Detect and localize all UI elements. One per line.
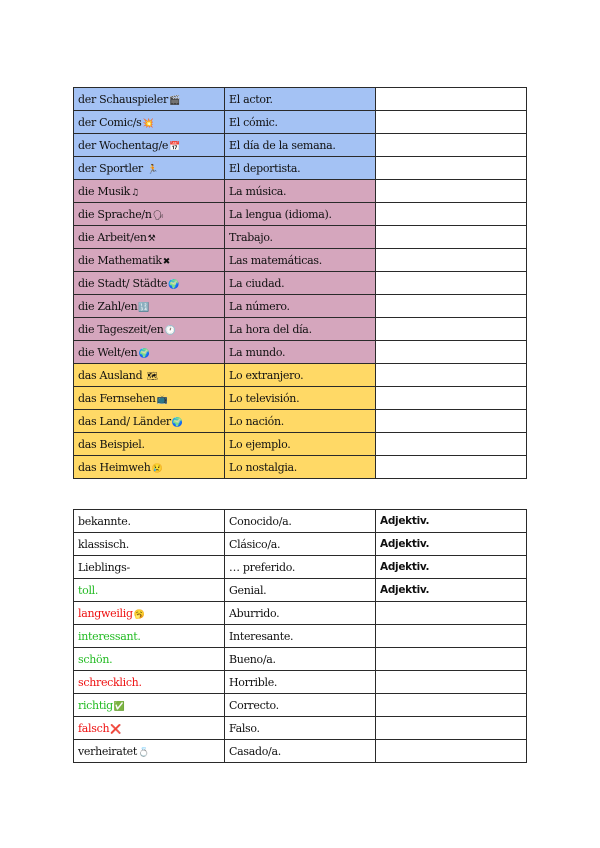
german-word-cell-text: das Land/ Länder xyxy=(78,414,171,428)
german-word-cell xyxy=(74,295,225,318)
spanish-translation-cell-text: Lo nostalgia. xyxy=(229,460,297,474)
word-type-cell xyxy=(376,625,527,648)
table-row xyxy=(74,740,527,763)
adjective-vocabulary-table xyxy=(73,509,527,763)
table-row xyxy=(74,318,527,341)
spanish-translation-cell-text: Trabajo. xyxy=(229,230,273,244)
german-word-cell-text: schön. xyxy=(78,652,113,666)
word-type-cell-text: Adjektiv. xyxy=(380,515,430,527)
spanish-translation-cell xyxy=(225,134,376,157)
empty-cell xyxy=(376,134,527,157)
german-word-cell-text: der Sportler xyxy=(78,161,147,175)
german-word-cell-text: langweilig xyxy=(78,606,133,620)
spanish-translation-cell xyxy=(225,272,376,295)
adjective-table-body xyxy=(74,510,527,763)
german-word-cell xyxy=(74,387,225,410)
german-word-cell xyxy=(74,556,225,579)
german-word-cell xyxy=(74,157,225,180)
german-word-cell xyxy=(74,410,225,433)
german-word-cell-text: das Ausland xyxy=(78,368,146,382)
table-row xyxy=(74,717,527,740)
table-row xyxy=(74,295,527,318)
word-type-cell xyxy=(376,717,527,740)
word-type-cell xyxy=(376,510,527,533)
spanish-translation-cell xyxy=(225,510,376,533)
german-word-cell-text: die Musik xyxy=(78,184,131,198)
spanish-translation-cell xyxy=(225,671,376,694)
empty-cell xyxy=(376,88,527,111)
empty-cell xyxy=(376,433,527,456)
spanish-translation-cell xyxy=(225,203,376,226)
noun-vocabulary-table xyxy=(73,87,527,479)
word-type-cell xyxy=(376,579,527,602)
word-type-cell xyxy=(376,533,527,556)
spanish-translation-cell-text: Horrible. xyxy=(229,675,278,689)
spanish-translation-cell xyxy=(225,341,376,364)
emoji-icon: 🗺 xyxy=(146,371,158,382)
spanish-translation-cell xyxy=(225,226,376,249)
spanish-translation-cell xyxy=(225,740,376,763)
word-type-cell xyxy=(376,602,527,625)
german-word-cell-text: richtig xyxy=(78,698,113,712)
german-word-cell xyxy=(74,648,225,671)
empty-cell xyxy=(376,180,527,203)
german-word-cell xyxy=(74,249,225,272)
table-row xyxy=(74,157,527,180)
german-word-cell-text: die Sprache/n xyxy=(78,207,152,221)
spanish-translation-cell-text: La lengua (idioma). xyxy=(229,207,332,221)
german-word-cell-text: Lieblings- xyxy=(78,560,130,574)
spanish-translation-cell xyxy=(225,533,376,556)
empty-cell xyxy=(376,203,527,226)
german-word-cell-text: der Comic/s xyxy=(78,115,142,129)
spanish-translation-cell-text: Correcto. xyxy=(229,698,279,712)
german-word-cell-text: verheiratet xyxy=(78,744,137,758)
spanish-translation-cell-text: La mundo. xyxy=(229,345,286,359)
emoji-icon: ✖ xyxy=(162,256,171,267)
emoji-icon: 📺 xyxy=(156,394,168,405)
german-word-cell xyxy=(74,226,225,249)
german-word-cell-text: die Welt/en xyxy=(78,345,138,359)
german-word-cell xyxy=(74,111,225,134)
spanish-translation-cell xyxy=(225,579,376,602)
spanish-translation-cell xyxy=(225,602,376,625)
table-row xyxy=(74,602,527,625)
spanish-translation-cell xyxy=(225,456,376,479)
table-row xyxy=(74,180,527,203)
table-row xyxy=(74,533,527,556)
spanish-translation-cell-text: Lo nación. xyxy=(229,414,284,428)
german-word-cell xyxy=(74,341,225,364)
table-row xyxy=(74,134,527,157)
table-row xyxy=(74,579,527,602)
word-type-cell xyxy=(376,556,527,579)
german-word-cell xyxy=(74,88,225,111)
empty-cell xyxy=(376,295,527,318)
german-word-cell-text: falsch xyxy=(78,721,110,735)
german-word-cell xyxy=(74,602,225,625)
spanish-translation-cell xyxy=(225,556,376,579)
table-row xyxy=(74,648,527,671)
empty-cell xyxy=(376,364,527,387)
german-word-cell xyxy=(74,510,225,533)
word-type-cell xyxy=(376,671,527,694)
spanish-translation-cell-text: Conocido/a. xyxy=(229,514,292,528)
german-word-cell-text: die Zahl/en xyxy=(78,299,138,313)
table-row xyxy=(74,456,527,479)
spanish-translation-cell-text: Casado/a. xyxy=(229,744,281,758)
emoji-icon: ❌ xyxy=(110,724,122,735)
spanish-translation-cell-text: El deportista. xyxy=(229,161,301,175)
emoji-icon: 🗣 xyxy=(152,210,164,221)
emoji-icon: 🥱 xyxy=(133,609,145,620)
emoji-icon: 💍 xyxy=(137,747,149,758)
spanish-translation-cell xyxy=(225,180,376,203)
spanish-translation-cell-text: Genial. xyxy=(229,583,267,597)
empty-cell xyxy=(376,410,527,433)
german-word-cell xyxy=(74,272,225,295)
spanish-translation-cell xyxy=(225,364,376,387)
table-row xyxy=(74,625,527,648)
empty-cell xyxy=(376,157,527,180)
spanish-translation-cell xyxy=(225,433,376,456)
spanish-translation-cell-text: La música. xyxy=(229,184,287,198)
german-word-cell-text: die Arbeit/en xyxy=(78,230,147,244)
german-word-cell xyxy=(74,203,225,226)
table-row xyxy=(74,694,527,717)
spanish-translation-cell xyxy=(225,111,376,134)
noun-table-body xyxy=(74,88,527,479)
spanish-translation-cell-text: La ciudad. xyxy=(229,276,285,290)
emoji-icon: 📅 xyxy=(169,141,180,152)
spanish-translation-cell xyxy=(225,694,376,717)
german-word-cell-text: der Wochentag/e xyxy=(78,138,169,152)
spanish-translation-cell xyxy=(225,249,376,272)
table-row xyxy=(74,111,527,134)
german-word-cell-text: die Mathematik xyxy=(78,253,162,267)
table-row xyxy=(74,510,527,533)
german-word-cell-text: das Fernsehen xyxy=(78,391,156,405)
german-word-cell xyxy=(74,579,225,602)
empty-cell xyxy=(376,341,527,364)
german-word-cell xyxy=(74,740,225,763)
emoji-icon: 🎬 xyxy=(168,95,180,106)
spanish-translation-cell xyxy=(225,410,376,433)
table-row xyxy=(74,203,527,226)
spanish-translation-cell xyxy=(225,625,376,648)
emoji-icon: 😢 xyxy=(151,463,163,474)
empty-cell xyxy=(376,456,527,479)
spanish-translation-cell-text: La número. xyxy=(229,299,290,313)
table-row xyxy=(74,341,527,364)
word-type-cell xyxy=(376,648,527,671)
german-word-cell-text: die Tageszeit/en xyxy=(78,322,164,336)
spanish-translation-cell-text: Las matemáticas. xyxy=(229,253,322,267)
spanish-translation-cell-text: Lo extranjero. xyxy=(229,368,304,382)
table-row xyxy=(74,88,527,111)
spanish-translation-cell-text: Clásico/a. xyxy=(229,537,281,551)
german-word-cell xyxy=(74,180,225,203)
word-type-cell xyxy=(376,694,527,717)
empty-cell xyxy=(376,387,527,410)
german-word-cell xyxy=(74,717,225,740)
emoji-icon: 🌍 xyxy=(168,279,180,290)
emoji-icon: 🌍 xyxy=(171,417,183,428)
german-word-cell xyxy=(74,625,225,648)
table-row xyxy=(74,433,527,456)
spanish-translation-cell-text: El actor. xyxy=(229,92,273,106)
spanish-translation-cell-text: Aburrido. xyxy=(229,606,280,620)
table-row xyxy=(74,364,527,387)
emoji-icon: ✅ xyxy=(113,701,125,712)
word-type-cell xyxy=(376,740,527,763)
german-word-cell-text: schrecklich. xyxy=(78,675,142,689)
spanish-translation-cell-text: La hora del día. xyxy=(229,322,312,336)
german-word-cell xyxy=(74,671,225,694)
word-type-cell-text: Adjektiv. xyxy=(380,538,430,550)
german-word-cell xyxy=(74,694,225,717)
german-word-cell-text: das Heimweh xyxy=(78,460,151,474)
german-word-cell xyxy=(74,533,225,556)
german-word-cell-text: die Stadt/ Städte xyxy=(78,276,168,290)
spanish-translation-cell xyxy=(225,295,376,318)
table-row xyxy=(74,410,527,433)
german-word-cell xyxy=(74,433,225,456)
german-word-cell-text: das Beispiel. xyxy=(78,437,145,451)
spanish-translation-cell-text: Bueno/a. xyxy=(229,652,276,666)
emoji-icon: 💥 xyxy=(142,118,154,129)
spanish-translation-cell xyxy=(225,318,376,341)
spanish-translation-cell xyxy=(225,157,376,180)
german-word-cell-text: klassisch. xyxy=(78,537,129,551)
table-row xyxy=(74,272,527,295)
table-row xyxy=(74,556,527,579)
spanish-translation-cell xyxy=(225,387,376,410)
emoji-icon: ♫ xyxy=(131,187,139,198)
spanish-translation-cell xyxy=(225,88,376,111)
emoji-icon: 🌍 xyxy=(138,348,150,359)
german-word-cell xyxy=(74,364,225,387)
empty-cell xyxy=(376,318,527,341)
german-word-cell xyxy=(74,456,225,479)
emoji-icon: 🏃 xyxy=(147,164,158,175)
spanish-translation-cell-text: El día de la semana. xyxy=(229,138,336,152)
german-word-cell-text: interessant. xyxy=(78,629,141,643)
word-type-cell-text: Adjektiv. xyxy=(380,584,430,596)
empty-cell xyxy=(376,249,527,272)
spanish-translation-cell xyxy=(225,648,376,671)
german-word-cell-text: toll. xyxy=(78,583,99,597)
emoji-icon: 🕐 xyxy=(164,325,176,336)
spanish-translation-cell xyxy=(225,717,376,740)
german-word-cell xyxy=(74,134,225,157)
spanish-translation-cell-text: Interesante. xyxy=(229,629,294,643)
word-type-cell-text: Adjektiv. xyxy=(380,561,430,573)
emoji-icon: 🔢 xyxy=(138,302,150,313)
spanish-translation-cell-text: … preferido. xyxy=(229,560,296,574)
empty-cell xyxy=(376,226,527,249)
spanish-translation-cell-text: Lo televisión. xyxy=(229,391,300,405)
empty-cell xyxy=(376,272,527,295)
empty-cell xyxy=(376,111,527,134)
spanish-translation-cell-text: Falso. xyxy=(229,721,260,735)
table-row xyxy=(74,249,527,272)
german-word-cell-text: der Schauspieler xyxy=(78,92,168,106)
german-word-cell xyxy=(74,318,225,341)
spanish-translation-cell-text: Lo ejemplo. xyxy=(229,437,291,451)
table-row xyxy=(74,226,527,249)
emoji-icon: ⚒ xyxy=(147,233,156,244)
german-word-cell-text: bekannte. xyxy=(78,514,131,528)
table-row xyxy=(74,387,527,410)
spanish-translation-cell-text: El cómic. xyxy=(229,115,278,129)
table-row xyxy=(74,671,527,694)
